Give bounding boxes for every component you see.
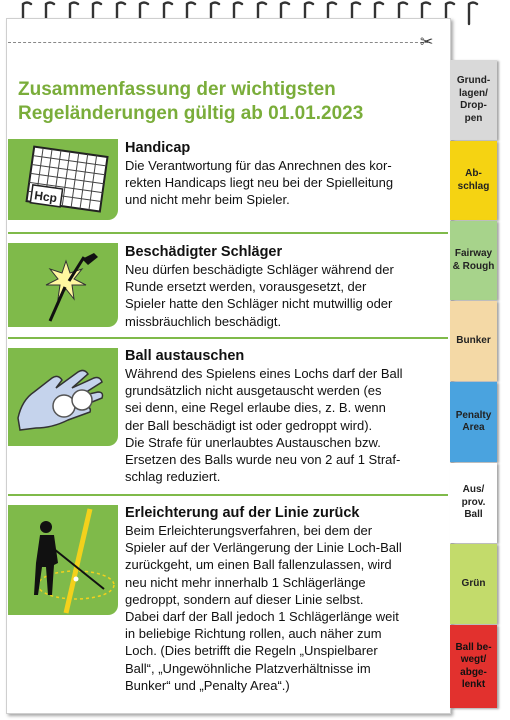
body-line: in beliebige Richtung rollen, auch näher zum bbox=[125, 626, 382, 642]
body-line: Ersetzen des Balls wurde neu von 2 auf 1 Straf- bbox=[125, 452, 401, 468]
body-line: Bunker“ und „Penalty Area“.) bbox=[125, 677, 290, 693]
section-divider bbox=[8, 337, 448, 339]
scorecard-label: Hcp bbox=[33, 188, 58, 206]
section-heading-damaged-club: Beschädigter Schläger bbox=[125, 244, 283, 260]
body-line: Die Verantwortung für das Anrechnen des kor- bbox=[125, 158, 392, 173]
section-body-handicap bbox=[125, 157, 440, 209]
body-line: grundsätzlich nicht ausgetauscht werden (es bbox=[125, 383, 382, 399]
glove-balls-icon bbox=[8, 348, 118, 446]
body-line: Loch. (Dies betrifft die Regeln „Unspielbarer bbox=[125, 643, 378, 659]
body-line: sei denn, eine Regel erlaube dies, z. B. wenn bbox=[125, 400, 386, 416]
body-line: Spieler hatte den Schläger nicht mutwillig oder bbox=[125, 296, 393, 312]
section-divider bbox=[8, 494, 448, 496]
body-line: rekten Handicaps liegt neu bei der Spielleitung bbox=[125, 175, 394, 191]
tab-penalty-area[interactable]: Penalty Area bbox=[450, 382, 497, 462]
body-line: neu nicht mehr innerhalb 1 Schlägerlänge bbox=[125, 574, 366, 590]
section-heading-handicap: Handicap bbox=[125, 140, 191, 156]
broken-club-icon bbox=[8, 243, 118, 327]
body-line: Ball“, „Ungewöhnliche Platzverhältnisse im bbox=[125, 660, 371, 676]
body-line: Spieler auf der Verlängerung der Linie Loch-Ball bbox=[125, 540, 402, 556]
section-heading-back-on-line-relief: Erleichterung auf der Linie zurück bbox=[125, 505, 360, 521]
title-line-1: Zusammenfassung der wichtigsten bbox=[18, 79, 336, 100]
body-line: missbräuchlich beschädigt. bbox=[125, 313, 282, 329]
section-body-replace-ball bbox=[125, 365, 440, 485]
body-line: Dabei darf der Ball jedoch 1 Schlägerlänge weit bbox=[125, 609, 399, 625]
body-line: gedroppt, sondern auf dieser Linie selbst. bbox=[125, 591, 364, 607]
tab-bunker[interactable]: Bunker bbox=[450, 301, 497, 381]
cut-line bbox=[8, 42, 428, 43]
section-body-damaged-club bbox=[125, 261, 440, 330]
tab-ball-moved[interactable]: Ball be- wegt/ abge- lenkt bbox=[450, 625, 497, 708]
scissors-icon: ✂ bbox=[420, 32, 434, 51]
tab-green[interactable]: Grün bbox=[450, 544, 497, 624]
body-line: schlag reduziert. bbox=[125, 469, 221, 485]
body-line: Die Strafe für unerlaubtes Austauschen bzw. bbox=[125, 434, 381, 450]
body-line: Neu dürfen beschädigte Schläger während der bbox=[125, 262, 394, 277]
section-divider bbox=[8, 232, 448, 234]
body-line: und nicht mehr beim Spieler. bbox=[125, 192, 290, 208]
body-line: Beim Erleichterungsverfahren, bei dem der bbox=[125, 523, 373, 538]
scorecard-icon bbox=[8, 139, 118, 220]
tab-out-provisional[interactable]: Aus/ prov. Ball bbox=[450, 463, 497, 543]
tab-abschlag[interactable]: Ab- schlag bbox=[450, 141, 497, 220]
body-line: der Ball beschädigt ist oder gedroppt wird). bbox=[125, 417, 373, 433]
body-line: Während des Spielens eines Lochs darf der Ball bbox=[125, 366, 403, 381]
page-title bbox=[18, 78, 438, 126]
section-heading-replace-ball: Ball austauschen bbox=[125, 348, 245, 364]
tab-grundlagen[interactable]: Grund- lagen/ Drop- pen bbox=[450, 60, 497, 140]
title-line-2: Regeländerungen gültig ab 01.01.2023 bbox=[18, 103, 364, 124]
golfer-line-icon bbox=[8, 505, 118, 615]
body-line: zurückgeht, um einen Ball fallenzulassen, wird bbox=[125, 557, 392, 573]
section-body-back-on-line-relief bbox=[125, 522, 440, 694]
body-line: Runde ersetzt werden, vorausgesetzt, der bbox=[125, 279, 367, 295]
tab-fairway-rough[interactable]: Fairway & Rough bbox=[450, 221, 497, 300]
